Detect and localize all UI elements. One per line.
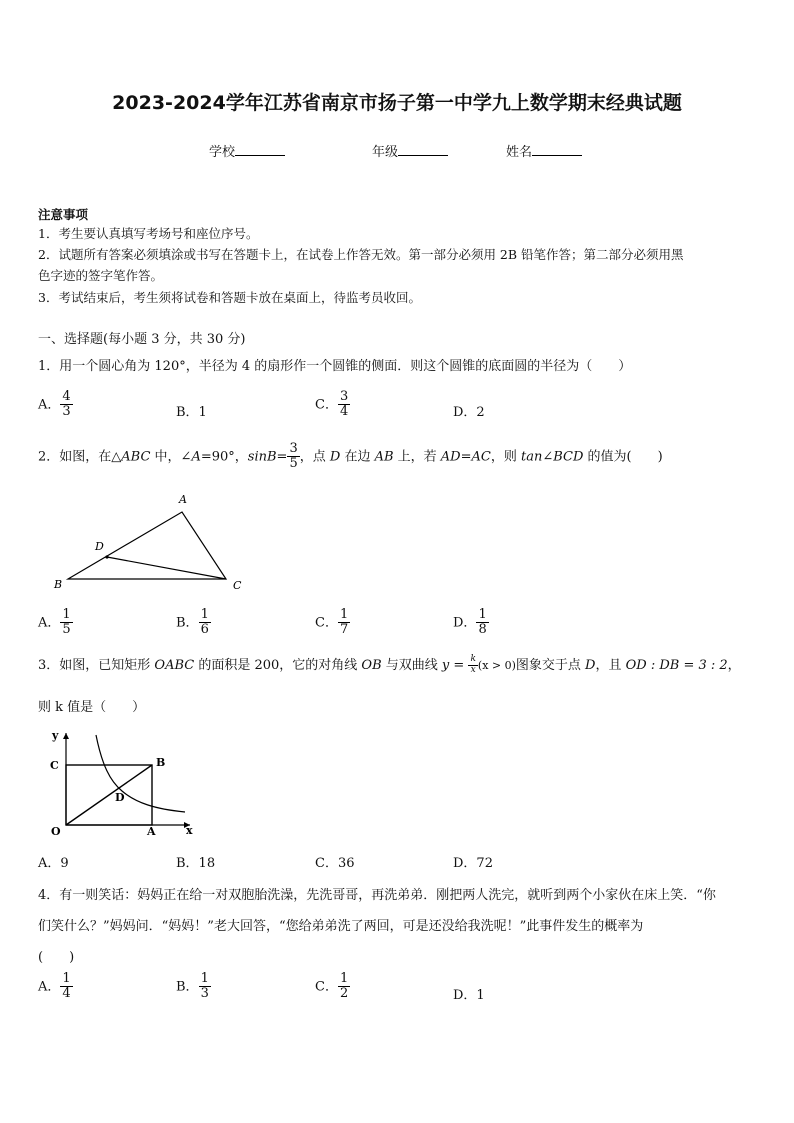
question-1-text: 1．用一个圆心角为 120°，半径为 4 的扇形作一个圆锥的侧面．则这个圆锥的底面圆的半径为（ ） — [38, 359, 632, 374]
option-label: C． — [315, 979, 338, 995]
fraction: $\frac{1}{4}$ — [62, 971, 71, 1002]
notice-item: 1．考生要认真填写考场号和座位序号。 — [38, 226, 259, 241]
q2-option-b[interactable] — [176, 608, 211, 638]
point-d — [105, 555, 108, 558]
segment-cd — [107, 557, 226, 579]
q4-option-a[interactable] — [38, 972, 73, 1002]
fraction: $\frac{k}{x}$ — [470, 654, 476, 675]
q1-option-c[interactable] — [315, 390, 350, 420]
q1-option-d[interactable]: D．2 — [453, 405, 485, 420]
fraction: $\frac{3}{4}$ — [339, 389, 349, 420]
name-blank[interactable] — [532, 143, 582, 156]
option-label: A． — [38, 979, 61, 995]
q4-option-b[interactable] — [176, 972, 211, 1002]
school-label: 学校 — [209, 145, 236, 160]
notice-item: 2．试题所有答案必须填涂或书写在答题卡上，在试卷上作答无效。第一部分必须用 2B 铅笔作答；第二部分必须用黑 — [38, 247, 684, 262]
notice-heading: 注意事项 — [38, 207, 89, 222]
notice-item: 3．考试结束后，考生须将试卷和答题卡放在桌面上，待监考员收回。 — [38, 290, 421, 305]
triangle-abc — [68, 512, 226, 579]
question-3-line2: 则 k 值是（ ） — [38, 700, 146, 715]
grade-label: 年级 — [372, 145, 399, 160]
name-label: 姓名 — [506, 145, 533, 160]
q3-option-b[interactable]: B．18 — [176, 856, 216, 871]
label-c: C — [50, 759, 59, 772]
q1-option-b[interactable]: B．1 — [176, 405, 207, 420]
hyperbola-figure — [40, 725, 210, 840]
label-x: x — [186, 824, 193, 837]
option-label: A． — [38, 615, 61, 631]
question-4-line1: 4．有一则笑话：妈妈正在给一对双胞胎洗澡，先洗哥哥，再洗弟弟．刚把两人洗完，就听到两个小家伙在床上笑．“你 — [38, 888, 716, 903]
q1-option-a[interactable] — [38, 390, 73, 420]
question-3-text: 3．如图，已知矩形 OABC 的面积是 200，它的对角线 OB 与双曲线 y = $\frac{k}{x}$ (x > 0)图象交于点 D，且 OD : DB = 3 : 2， — [38, 654, 741, 675]
option-label: C． — [315, 615, 338, 631]
fraction: $\frac{1}{3}$ — [200, 971, 209, 1002]
q3-option-a[interactable]: A．9 — [38, 856, 69, 871]
grade-field[interactable] — [372, 141, 448, 160]
question-4-line2: 们笑什么？”妈妈问．“妈妈！”老大回答，“您给弟弟洗了两回，可是还没给我洗呢！”此事件发生的概率为 — [38, 919, 644, 934]
fraction: $\frac{1}{5}$ — [62, 607, 71, 638]
grade-blank[interactable] — [398, 143, 448, 156]
q3-option-c[interactable]: C．36 — [315, 856, 355, 871]
fraction: $\frac{4}{3}$ — [62, 389, 71, 420]
q4-option-c[interactable] — [315, 972, 350, 1002]
option-label: D． — [453, 615, 477, 631]
option-label: C． — [315, 397, 338, 413]
option-label: B． — [176, 615, 199, 631]
q3-option-d[interactable]: D．72 — [453, 856, 493, 871]
label-y: y — [52, 729, 59, 742]
fraction: $\frac{1}{2}$ — [339, 971, 349, 1002]
label-a: A — [147, 825, 156, 838]
q2-option-c[interactable] — [315, 608, 350, 638]
fraction: $\frac{1}{6}$ — [200, 607, 209, 638]
question-4-line3: ( ) — [38, 950, 75, 965]
label-b: B — [54, 578, 63, 591]
y-arrow-icon — [63, 733, 69, 739]
option-label: A． — [38, 397, 61, 413]
label-d: D — [115, 791, 125, 804]
triangle-figure — [40, 488, 260, 598]
school-field[interactable] — [209, 141, 285, 160]
label-a: A — [179, 493, 187, 506]
label-o: O — [51, 825, 61, 838]
name-field[interactable] — [506, 141, 582, 160]
question-2-text: 2．如图，在△ABC 中，∠A=90°，sinB= $\frac{3}{5}$ ，点 D 在边 AB 上，若 AD=AC，则 tan∠BCD 的值为( ) — [38, 441, 663, 472]
q4-option-d[interactable]: D．1 — [453, 988, 485, 1003]
page-title: 2023-2024学年江苏省南京市扬子第一中学九上数学期末经典试题 — [112, 92, 682, 114]
fraction: $\frac{1}{7}$ — [339, 607, 349, 638]
fraction: $\frac{1}{8}$ — [478, 607, 487, 638]
section-heading: 一、选择题(每小题 3 分，共 30 分) — [38, 332, 246, 347]
label-c: C — [233, 579, 242, 592]
label-d: D — [95, 540, 104, 553]
label-b: B — [156, 756, 166, 769]
school-blank[interactable] — [235, 143, 285, 156]
q2-option-d[interactable] — [453, 608, 489, 638]
fraction: $\frac{3}{5}$ — [289, 441, 298, 472]
notice-item: 色字迹的签字笔作答。 — [38, 268, 164, 283]
option-label: B． — [176, 979, 199, 995]
q2-option-a[interactable] — [38, 608, 73, 638]
